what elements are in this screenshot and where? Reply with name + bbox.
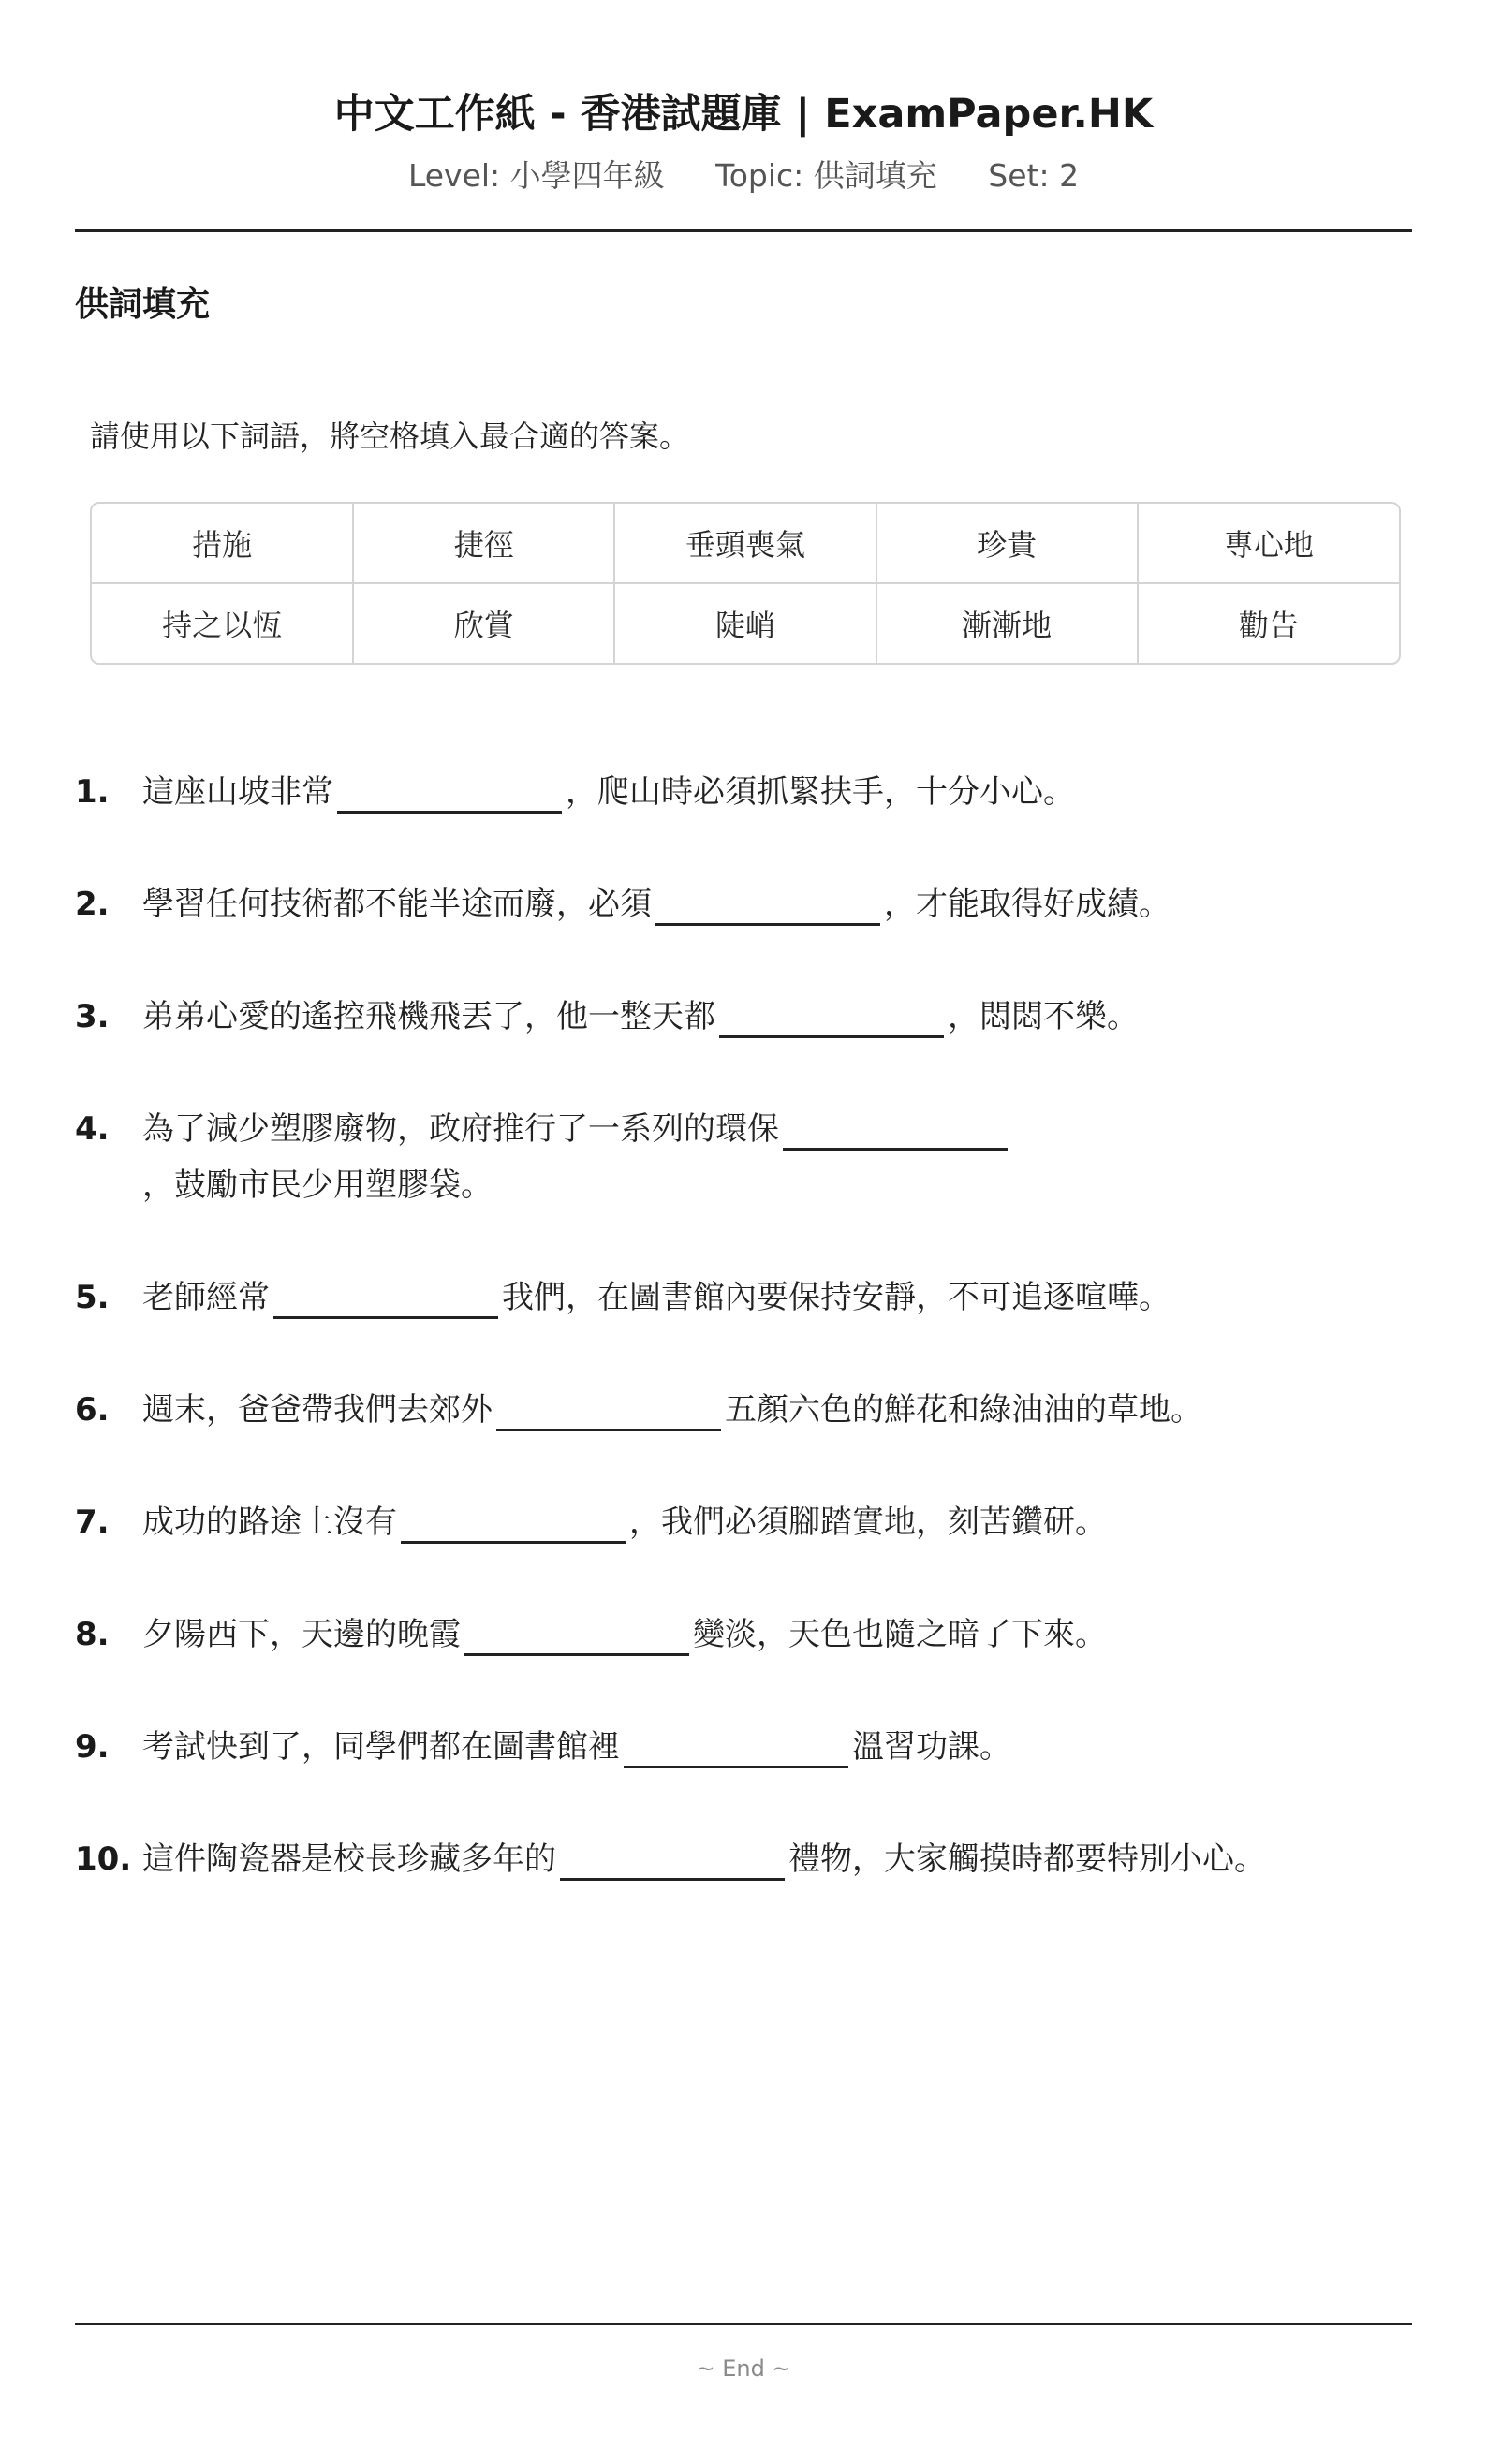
instruction-text: 請使用以下詞語，將空格填入最合適的答案。	[90, 418, 690, 454]
question-number: 7.	[75, 1503, 110, 1541]
question-text-before: 成功的路途上沒有	[142, 1503, 397, 1541]
question-number: 8.	[75, 1616, 110, 1653]
question-text-after: 我們，在圖書館內要保持安靜，不可追逐喧嘩。	[502, 1279, 1170, 1316]
word-bank-row	[92, 583, 1399, 663]
answer-blank[interactable]	[655, 886, 880, 926]
answer-blank[interactable]	[401, 1503, 626, 1544]
word-bank-cell: 持之以恆	[92, 583, 353, 663]
question-text-before: 這座山坡非常	[142, 773, 333, 811]
answer-blank[interactable]	[719, 998, 944, 1038]
question-item	[75, 1101, 1412, 1213]
word-bank-cell: 珍貴	[876, 504, 1138, 583]
topic-label: Topic: 供詞填充	[715, 157, 937, 194]
question-item	[75, 1382, 1412, 1438]
question-list	[75, 764, 1412, 1943]
question-text	[142, 764, 1378, 820]
section-title: 供詞填充	[75, 286, 211, 324]
answer-blank[interactable]	[624, 1728, 848, 1768]
worksheet-title: 中文工作紙 - 香港試題庫 | ExamPaper.HK	[333, 91, 1154, 138]
question-text-before: 學習任何技術都不能半途而廢，必須	[142, 886, 652, 923]
question-text	[142, 1494, 1378, 1550]
header-divider	[75, 229, 1412, 232]
word-bank-cell: 漸漸地	[876, 583, 1138, 663]
answer-blank[interactable]	[496, 1391, 721, 1431]
level-label: Level: 小學四年級	[407, 157, 665, 194]
word-bank-cell: 陡峭	[614, 583, 876, 663]
word-bank-cell: 措施	[92, 504, 353, 583]
question-item	[75, 1606, 1412, 1663]
footer-divider	[75, 2323, 1412, 2325]
question-text-after: ，鼓勵市民少用塑膠袋。	[142, 1166, 493, 1204]
word-bank-table	[92, 504, 1399, 663]
worksheet-page	[75, 0, 1412, 2464]
question-text-before: 老師經常	[142, 1279, 270, 1316]
word-bank-cell: 垂頭喪氣	[614, 504, 876, 583]
answer-blank[interactable]	[783, 1110, 1008, 1151]
question-number: 6.	[75, 1391, 110, 1429]
question-text	[142, 1101, 1378, 1213]
question-text	[142, 1606, 1378, 1663]
worksheet-meta	[75, 154, 1412, 198]
question-number: 1.	[75, 773, 110, 811]
question-text-after: ，悶悶不樂。	[948, 998, 1139, 1035]
question-text-before: 考試快到了，同學們都在圖書館裡	[142, 1728, 620, 1766]
question-item	[75, 1719, 1412, 1775]
question-text	[142, 1719, 1378, 1775]
question-text-after: ，我們必須腳踏實地，刻苦鑽研。	[629, 1503, 1107, 1541]
question-text	[142, 876, 1378, 932]
answer-blank[interactable]	[560, 1841, 785, 1881]
set-label: Set: 2	[988, 157, 1080, 194]
answer-blank[interactable]	[273, 1279, 498, 1319]
question-item	[75, 764, 1412, 820]
answer-blank[interactable]	[337, 773, 562, 814]
question-text-after: ，爬山時必須抓緊扶手，十分小心。	[566, 773, 1075, 811]
question-number: 4.	[75, 1110, 110, 1148]
word-bank-cell: 專心地	[1138, 504, 1399, 583]
word-bank-cell: 勸告	[1238, 608, 1299, 643]
question-item	[75, 1831, 1412, 1887]
question-number: 2.	[75, 886, 110, 923]
worksheet-header	[75, 0, 1412, 198]
question-text	[142, 1382, 1378, 1438]
question-text-before: 這件陶瓷器是校長珍藏多年的	[142, 1841, 556, 1878]
question-text-after: ，才能取得好成績。	[884, 886, 1170, 923]
question-text	[142, 1831, 1378, 1887]
question-item	[75, 1269, 1412, 1326]
question-text-before: 週末，爸爸帶我們去郊外	[142, 1391, 493, 1429]
question-text-before: 弟弟心愛的遙控飛機飛丟了，他一整天都	[142, 998, 715, 1035]
question-text-after: 五顏六色的鮮花和綠油油的草地。	[725, 1391, 1202, 1429]
question-item	[75, 876, 1412, 932]
question-number: 10.	[75, 1841, 132, 1878]
question-text-before: 為了減少塑膠廢物，政府推行了一系列的環保	[142, 1110, 779, 1148]
word-bank-cell: 捷徑	[353, 504, 614, 583]
answer-blank[interactable]	[464, 1616, 689, 1656]
question-text	[142, 1269, 1378, 1326]
word-bank-cell: 欣賞	[353, 583, 614, 663]
question-item	[75, 989, 1412, 1045]
question-number: 3.	[75, 998, 110, 1035]
question-text-after: 變淡，天色也隨之暗了下來。	[693, 1616, 1107, 1653]
question-text-after: 禮物，大家觸摸時都要特別小心。	[788, 1841, 1266, 1878]
question-text-before: 夕陽西下，天邊的晚霞	[142, 1616, 461, 1653]
question-text	[142, 989, 1378, 1045]
footer-end-mark: ~ End ~	[696, 2355, 791, 2382]
word-bank-row	[92, 504, 1399, 583]
question-text-after: 溫習功課。	[852, 1728, 1011, 1766]
word-bank	[90, 502, 1401, 665]
question-number: 5.	[75, 1279, 110, 1316]
question-number: 9.	[75, 1728, 110, 1766]
question-item	[75, 1494, 1412, 1550]
